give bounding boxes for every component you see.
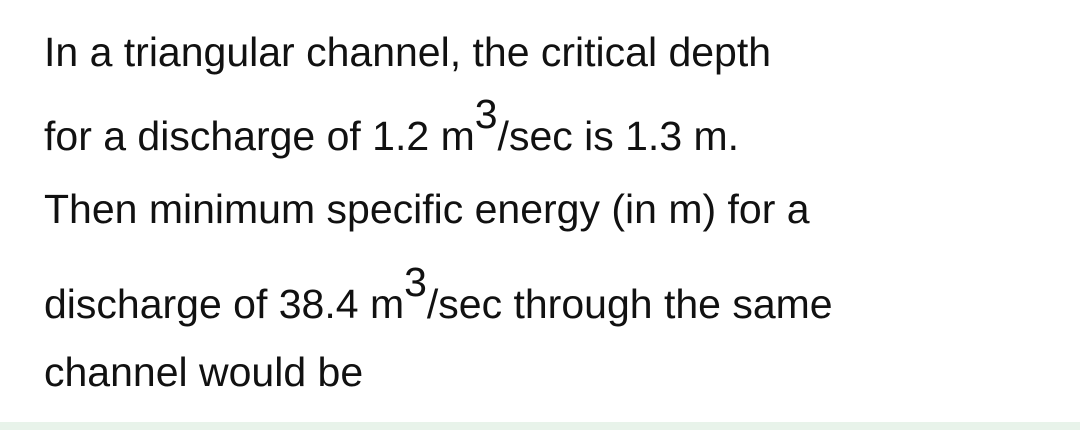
cubic-superscript: 3 xyxy=(404,259,427,305)
discharge-1-text: for a discharge of 1.2 m xyxy=(44,113,475,159)
question-line-4 xyxy=(44,259,833,327)
bottom-divider xyxy=(0,422,1080,430)
discharge-2-text: discharge of 38.4 m xyxy=(44,281,405,327)
same-channel-text: /sec through the same xyxy=(426,281,833,327)
question-line-1: In a triangular channel, the critical depth xyxy=(44,29,772,75)
question-line-3: Then minimum specific energy (in m) for a xyxy=(44,186,810,232)
question-line-2 xyxy=(44,91,740,159)
depth-text: /sec is 1.3 m. xyxy=(497,113,740,159)
cubic-superscript: 3 xyxy=(474,91,498,137)
question-line-5: channel would be xyxy=(44,349,364,395)
